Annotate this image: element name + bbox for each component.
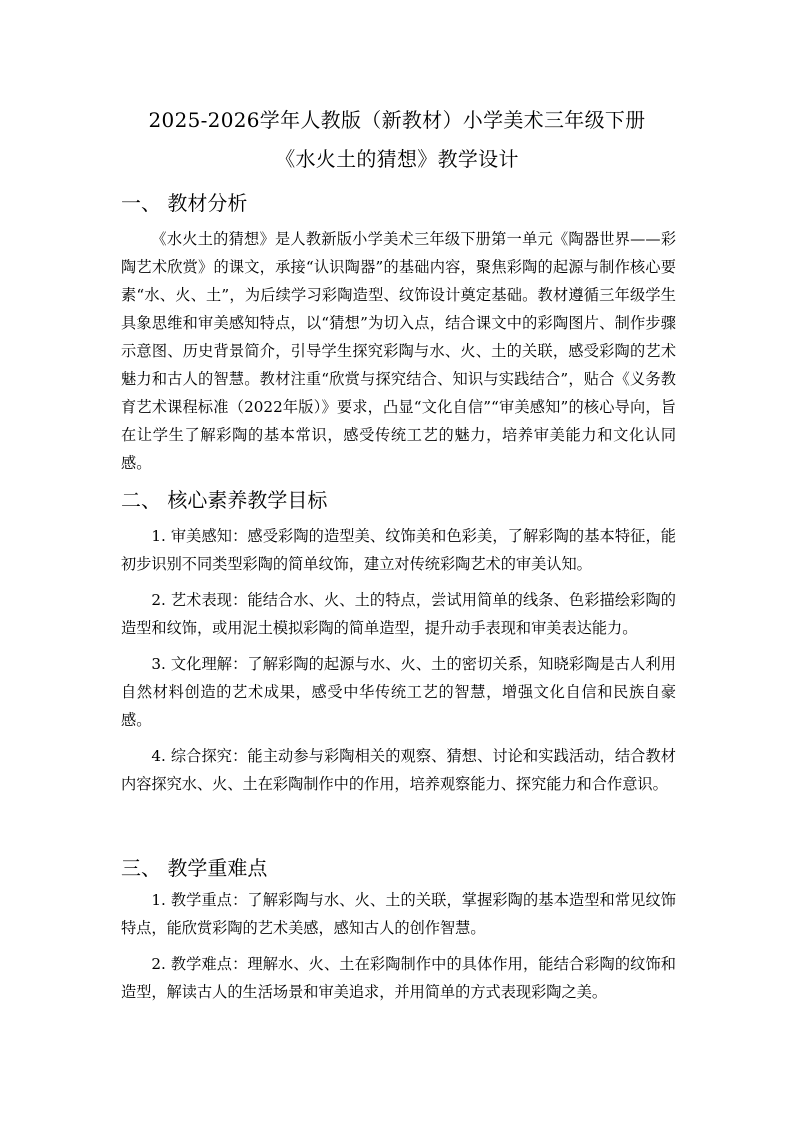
key-point-item: 1. 教学重点：了解彩陶与水、火、土的关联，掌握彩陶的基本造型和常见纹饰特点，能欣赏彩陶的艺术美感，感知古人的创作智慧。 — [121, 891, 676, 937]
document-title-line2: 《水火土的猜想》教学设计 — [275, 147, 519, 171]
section-heading-material-analysis: 一、 教材分析 — [121, 191, 248, 215]
paragraph: 《水火土的猜想》是人教新版小学美术三年级下册第一单元《陶器世界——彩陶艺术欣赏》的课文，承接“认识陶器”的基础内容，聚焦彩陶的起源与制作核心要素“水、火、土”，为后续学习彩陶造型、纹饰设计奠定基础。教材遵循三年级学生具象思维和审美感知特点，以“猜想”为切入点，结合课文中的彩陶图片、制作步骤示意图、历史背景简介，引导学生探究彩陶与水、火、土的关联，感受彩陶的艺术魅力和古人的智慧。教材注重“欣赏与探究结合、知识与实践结合”，贴合《义务教育艺术课程标准（2022年版）》要求，凸显“文化自信”“审美感知”的核心导向，旨在让学生了解彩陶的基本常识，感受传统工艺的魅力，培养审美能力和文化认同感。 — [121, 230, 676, 472]
section-heading-key-difficulties: 三、 教学重难点 — [121, 856, 268, 880]
goal-item-artistic-expression: 2. 艺术表现：能结合水、火、土的特点，尝试用简单的线条、色彩描绘彩陶的造型和纹饰，或用泥土模拟彩陶的简单造型，提升动手表现和审美表达能力。 — [121, 591, 676, 637]
section-body-teaching-goals — [121, 522, 676, 798]
section-heading-teaching-goals: 二、 核心素养教学目标 — [121, 488, 328, 512]
goal-item-aesthetic: 1. 审美感知：感受彩陶的造型美、纹饰美和色彩美，了解彩陶的基本特征，能初步识别不同类型彩陶的简单纹饰，建立对传统彩陶艺术的审美认知。 — [121, 527, 676, 573]
difficulty-item: 2. 教学难点：理解水、火、土在彩陶制作中的具体作用，能结合彩陶的纹饰和造型，解读古人的生活场景和审美追求，并用简单的方式表现彩陶之美。 — [121, 955, 676, 1001]
document-title-line1: 2025-2026学年人教版（新教材）小学美术三年级下册 — [148, 108, 646, 132]
section-body-key-difficulties — [121, 886, 676, 1006]
goal-item-comprehensive-inquiry: 4. 综合探究：能主动参与彩陶相关的观察、猜想、讨论和实践活动，结合教材内容探究水、火、土在彩陶制作中的作用，培养观察能力、探究能力和合作意识。 — [121, 747, 676, 793]
goal-item-cultural-understanding: 3. 文化理解：了解彩陶的起源与水、火、土的密切关系，知晓彩陶是古人利用自然材料创造的艺术成果，感受中华传统工艺的智慧，增强文化自信和民族自豪感。 — [121, 655, 676, 729]
section-body-material-analysis — [121, 225, 676, 477]
